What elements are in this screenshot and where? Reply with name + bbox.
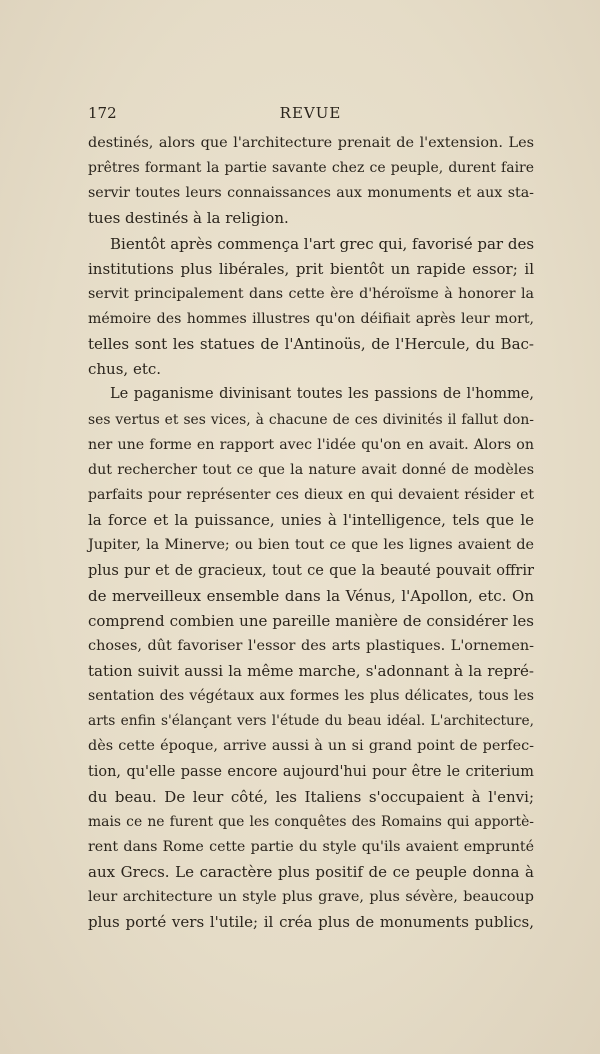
paragraph-2	[88, 232, 534, 383]
text-line: comprend combien une pareille manière de considérer les	[88, 611, 534, 630]
text-line: mais ce ne furent que les conquêtes des Romains qui apportè-	[88, 813, 534, 830]
text-line: Le paganisme divinisant toutes les passions de l'homme,	[110, 386, 534, 403]
text-line: tation suivit aussi la même marche, s'adonnant à la repré-	[88, 661, 534, 680]
text-line: Bientôt après commença l'art grec qui, favorisé par des	[110, 234, 535, 253]
text-line: du beau. De leur côté, les Italiens s'occupaient à l'envi;	[88, 787, 534, 806]
text-line: destinés, alors que l'architecture prenait de l'extension. Les	[88, 135, 534, 151]
text-line: choses, dût favoriser l'essor des arts plastiques. L'ornemen-	[88, 637, 534, 654]
text-line: prêtres formant la partie savante chez ce peuple, durent faire	[88, 160, 534, 177]
text-line: rent dans Rome cette partie du style qu'ils avaient emprunté	[88, 838, 534, 855]
text-line: institutions plus libérales, prit bientôt un rapide essor; il	[88, 259, 534, 278]
text-line: mémoire des hommes illustres qu'on déifiait après leur mort,	[88, 310, 534, 327]
body-text	[88, 131, 534, 936]
paragraph-3	[88, 382, 534, 935]
paragraph-1	[88, 131, 534, 232]
text-line: la force et la puissance, unies à l'intelligence, tels que le	[88, 511, 534, 530]
text-line: aux Grecs. Le caractère plus positif de ce peuple donna à	[88, 863, 534, 882]
text-line: parfaits pour représenter ces dieux en qui devaient résider et	[88, 486, 534, 503]
text-line: servit principalement dans cette ère d'héroïsme à honorer la	[88, 285, 534, 302]
running-head	[88, 104, 533, 128]
text-line: tues destinés à la religion.	[88, 209, 289, 228]
journal-title: REVUE	[279, 104, 342, 122]
text-line: telles sont les statues de l'Antinoüs, de l'Hercule, du Bac-	[88, 335, 534, 354]
text-line: dut rechercher tout ce que la nature avait donné de modèles	[88, 461, 534, 478]
text-line: arts enfin s'élançant vers l'étude du beau idéal. L'architecture,	[88, 713, 534, 730]
page-number: 172	[88, 104, 117, 122]
text-line: leur architecture un style plus grave, plus sévère, beaucoup	[88, 889, 534, 906]
text-line: plus pur et de gracieux, tout ce que la beauté pouvait offrir	[88, 562, 534, 580]
text-line: sentation des végétaux aux formes les plus délicates, tous les	[88, 688, 534, 705]
text-line: dès cette époque, arrive aussi à un si grand point de perfec-	[88, 738, 534, 755]
text-line: ses vertus et ses vices, à chacune de ces divinités il fallut don-	[88, 411, 534, 428]
text-line: Jupiter, la Minerve; ou bien tout ce que les lignes avaient de	[88, 537, 534, 554]
text-line: ner une forme en rapport avec l'idée qu'on en avait. Alors on	[88, 436, 534, 453]
text-line: plus porté vers l'utile; il créa plus de monuments publics,	[88, 913, 534, 932]
text-line: chus, etc.	[88, 360, 162, 379]
text-line: servir toutes leurs connaissances aux monuments et aux sta-	[88, 185, 534, 202]
text-line: tion, qu'elle passe encore aujourd'hui pour être le criterium	[88, 763, 534, 780]
text-line: de merveilleux ensemble dans la Vénus, l'Apollon, etc. On	[88, 586, 534, 605]
